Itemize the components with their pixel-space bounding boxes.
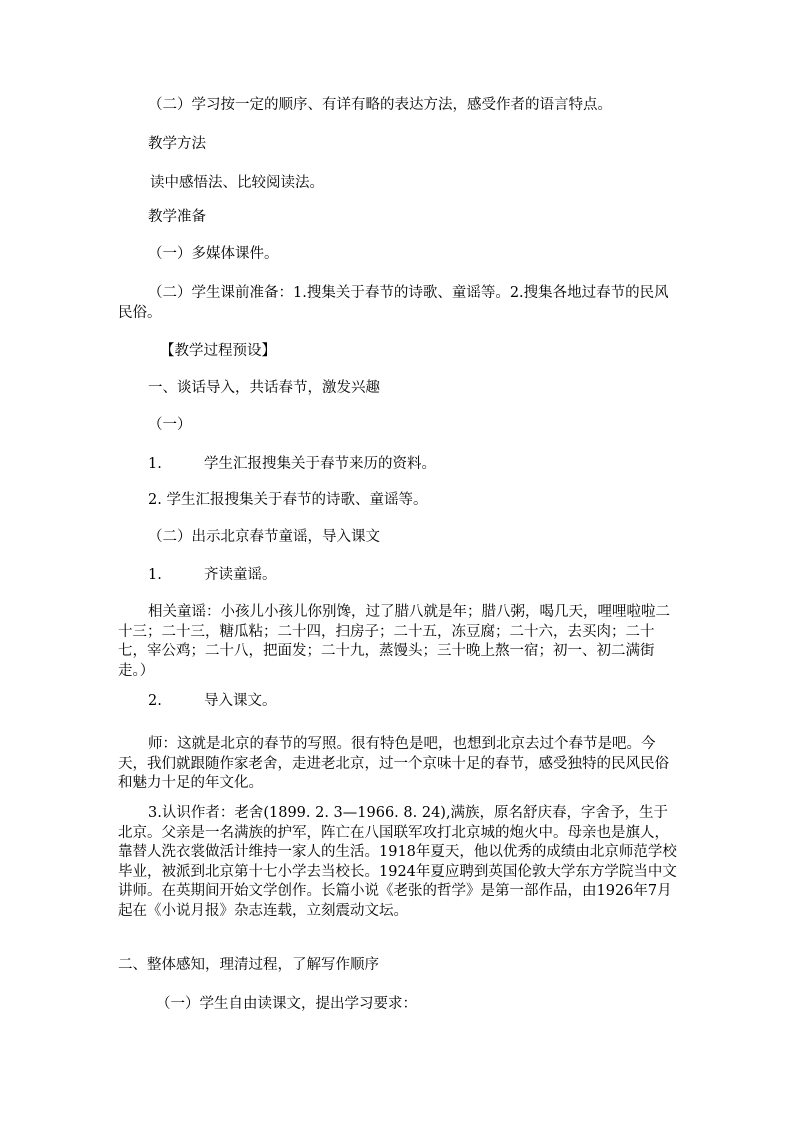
list-text: 齐读童谣。 xyxy=(204,567,277,583)
paragraph-teacher: 师：这就是北京的春节的写照。很有特色是吧，也想到北京去过个春节是吧。今天，我们就跟随作家老舍，走进老北京，过一个京味十足的春节，感受独特的民风民俗和魅力十足的年文化。 xyxy=(118,736,669,791)
list-text: 学生汇报搜集关于春节来历的资料。 xyxy=(204,456,436,472)
list-text: 导入课文。 xyxy=(204,693,277,709)
heading-section-one: 一、谈话导入，共话春节，激发兴趣 xyxy=(148,380,380,396)
heading-teaching-prep: 教学准备 xyxy=(148,209,206,225)
paragraph-methods: 读中感悟法、比较阅读法。 xyxy=(150,175,324,191)
paragraph-author: 3.认识作者：老舍(1899. 2. 3—1966. 8. 24),满族，原名舒庆春，字舍予，生于北京。父亲是一名满族的护军，阵亡在八国联军攻打北京城的炮火中。母亲也是旗人，靠替人洗衣裳做活计维持一家人的生活。1918年夏天，他以优秀的成绩由北京师范学校毕业，被派到北京第十七小学去当校长。1924年夏应聘到英国伦敦大学东方学院当中文讲师。在英期间开始文学创作。长篇小说《老张的哲学》是第一部作品，由1926年7月起在《小说月报》杂志连载，立刻震动文坛。 xyxy=(118,805,677,919)
heading-teaching-method: 教学方法 xyxy=(148,136,206,152)
paragraph-learning-goal: （二）学习按一定的顺序、有详有略的表达方法，感受作者的语言特点。 xyxy=(148,97,612,113)
subheading-two: （二）出示北京春节童谣，导入课文 xyxy=(148,529,380,545)
list-item-1 xyxy=(148,455,676,475)
heading-section-two: 二、整体感知，理清过程，了解写作顺序 xyxy=(118,957,379,973)
list-item-intro xyxy=(148,692,676,712)
paragraph-nursery-rhyme: 相关童谣：小孩儿小孩儿你别馋，过了腊八就是年；腊八粥，喝几天，哩哩啦啦二十三；二十三，糖瓜粘；二十四，扫房子；二十五，冻豆腐；二十六，去买肉；二十七，宰公鸡；二十八，把面发；二十九，蒸馒头；三十晚上熬一宿；初一、初二满街走。） xyxy=(118,604,670,679)
list-item-read xyxy=(148,566,676,586)
paragraph-multimedia: （一）多媒体课件。 xyxy=(148,246,279,262)
list-item-2: 2. 学生汇报搜集关于春节的诗歌、童谣等。 xyxy=(148,492,428,508)
heading-teaching-process: 【教学过程预设】 xyxy=(160,343,276,359)
list-number: 1. xyxy=(148,567,162,583)
paragraph-free-reading: （一）学生自由读课文，提出学习要求： xyxy=(156,996,417,1012)
paragraph-student-prep: （二）学生课前准备：1.搜集关于春节的诗歌、童谣等。2.搜集各地过春节的民风民俗。 xyxy=(118,285,669,321)
list-number: 2. xyxy=(148,693,162,709)
subheading-one: （一） xyxy=(148,417,192,433)
list-number: 1. xyxy=(148,456,162,472)
